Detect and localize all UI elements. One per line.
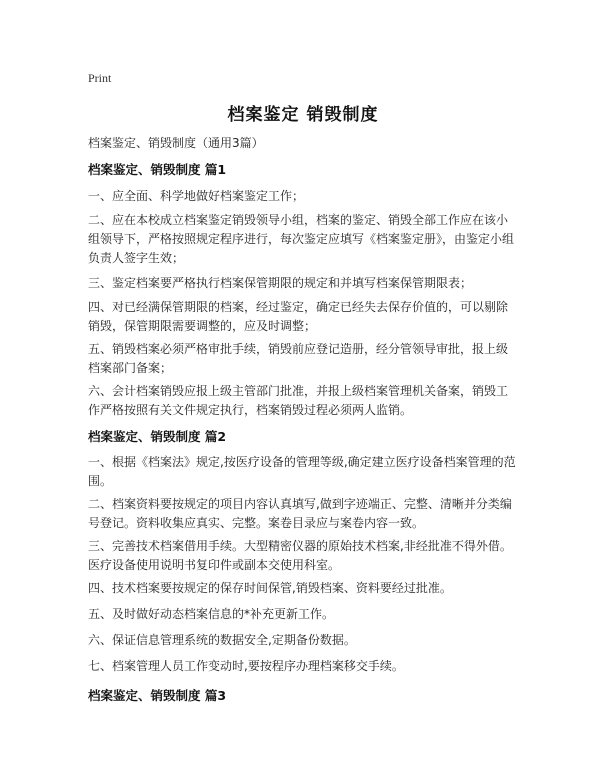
- paragraph: 三、鉴定档案要严格执行档案保管期限的规定和并填写档案保管期限表；: [88, 276, 473, 290]
- document-subtitle: 档案鉴定、销毁制度（通用3篇）: [88, 136, 264, 150]
- section-heading-3: 档案鉴定、销毁制度 篇3: [88, 688, 227, 703]
- section-heading-2: 档案鉴定、销毁制度 篇2: [88, 429, 227, 444]
- paragraph: 一、根据《档案法》规定,按医疗设备的管理等级,确定建立医疗设备档案管理的范围。: [88, 455, 516, 488]
- paragraph: 七、档案管理人员工作变动时,要按程序办理档案移交手续。: [88, 659, 404, 673]
- paragraph: 四、技术档案要按规定的保存时间保管,销毁档案、资料要经过批准。: [88, 581, 452, 595]
- section-heading-1: 档案鉴定、销毁制度 篇1: [88, 162, 227, 177]
- paragraph: 二、档案资料要按规定的项目内容认真填写,做到字迹端正、完整、清晰并分类编号登记。资料收集应真实、完整。案卷目录应与案卷内容一致。: [88, 497, 512, 530]
- paragraph: 三、完善技术档案借用手续。大型精密仪器的原始技术档案,非经批准不得外借。医疗设备使用说明书复印件或副本交使用科室。: [88, 539, 512, 572]
- paragraph: 六、会计档案销毁应报上级主管部门批准，并报上级档案管理机关备案，销毁工作严格按照有关文件规定执行，档案销毁过程必须两人监销。: [88, 384, 509, 417]
- print-link[interactable]: Print: [88, 71, 112, 85]
- paragraph: 二、应在本校成立档案鉴定销毁领导小组，档案的鉴定、销毁全部工作应在该小组领导下，严格按照规定程序进行，每次鉴定应填写《档案鉴定册》，由鉴定小组负责人签字生效；: [88, 213, 515, 265]
- paragraph: 一、应全面、科学地做好档案鉴定工作；: [88, 189, 305, 203]
- paragraph: 六、保证信息管理系统的数据安全,定期备份数据。: [88, 633, 356, 647]
- paragraph: 五、及时做好动态档案信息的*补充更新工作。: [88, 607, 335, 621]
- page-title: 档案鉴定 销毁制度: [227, 105, 379, 125]
- paragraph: 五、销毁档案必须严格审批手续，销毁前应登记造册，经分管领导审批，报上级档案部门备案；: [88, 342, 509, 375]
- paragraph: 四、对已经满保管期限的档案，经过鉴定，确定已经失去保存价值的，可以剔除销毁，保管期限需要调整的，应及时调整；: [88, 300, 509, 333]
